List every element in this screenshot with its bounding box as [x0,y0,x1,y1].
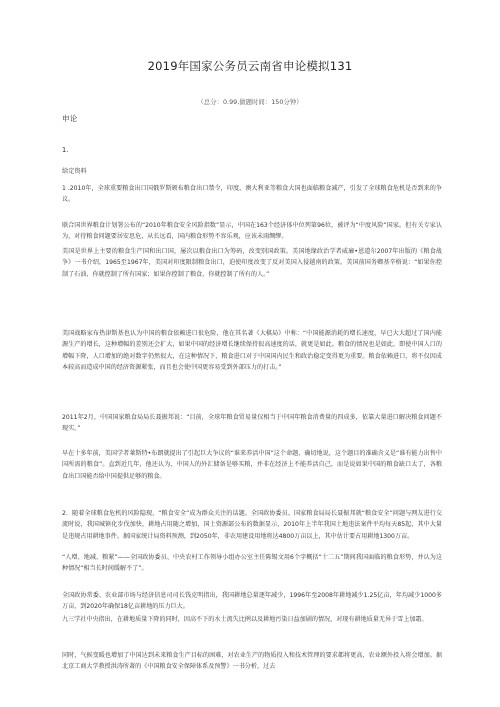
paragraph-10: 九三学社中央指出，在耕地质量下降的同时，因高不下的水土流失比例以及耕地污染日益加剧的情况，对现有耕地质量无异于雪上加霜。 [62,616,428,623]
question-number: 1. [62,146,69,154]
material-heading: 给定资料 [62,168,87,175]
paragraph-9: 全国政协常委、农业部市场与经济信息司司长钱克明指出，我国耕地总量逐年减少，1996年至2008年耕地减少1.25亿亩，年均减少1000多万亩，到2020年确保18亿亩耕地的压力巨大。 [62,592,442,611]
paragraph-1: 1 .2010年，全球重要粮食出口国俄罗斯颁布粮食出口禁令，印度、澳大利亚等粮食大国也面临粮食减产，引发了全球粮食危机是否到来的争议。 [62,185,442,204]
paragraph-6: 早在十多年前，美国学者莱斯特•布朗就提出了引起巨大争议的“谁来养活中国”这个命题，确切地说，这个题目的准确含义是“谁有能力出售中国所需的粮食”。直到近几年，他还认为，中国人的外汇储备是够买粮，并非在经济上不能养活自己，而是说如果中国的粮食缺口太了，各粮食出口国能否给中国提供足够的粮食。 [62,450,442,480]
paragraph-3: 美国是世界上主要的粮食生产国和出口国，屡次以粮食出口为筹码，改变别国政策。美国地缘政治学者威廉•恩道尔2007年出版的《粮食战争》一书介绍，1965至1967年，美国对印度限制粮食出口，迫使印度改变了反对美国入侵越南的政策。美国前国务卿基辛格说：“如果你控制了石油，你就控制了所有国家；如果你控制了粮食，你就控制了所有的人。” [62,248,442,278]
exam-meta: （总分：0.99,做题时间：150分钟） [197,98,303,106]
paragraph-5: 2011年2月，中国国家粮食局局长聂振邦说：“目前，全球年粮食贸易量仅相当于中国年粮食消费量的四成多，依靠大量进口解决粮食问题不现实。” [62,414,442,433]
paragraph-4: 美国战略家布热津斯基也认为中国的粮食依赖进口很危险，他在其名著《大棋局》中称：“中国能源消耗的增长速度，早已大大超过了国内能源生产的增长，这种增幅的差别还会扩大，如果中国的经济增长继续保持很高速度的话，就更是如此。粮食的情况也是如此，即使中国人口的增幅下降，人口增加的绝对数字仍然很大，在这种情况下，粮食进口对于中国国内民生和政治稳定变得更为重要。粮食依赖进口，将不仅因成本较高而造成中国的经济资源紧张，而且也会使中国更容易受到外部压力的打击。” [62,330,442,372]
paragraph-8: “人增、地减、粮紧”——全国政协委员、中央农村工作领导小组办公室主任陈锡文用6个字概括“十二五”期间我国面临的粮食形势，并认为这种情况“相当长时间缓解不了”。 [62,554,442,573]
document-title: 2019年国家公务员云南省申论模拟131 [147,59,353,73]
paragraph-2: 联合国世界粮食计划署公布的“2010年粮食安全风险指数”显示，中国在163个经济体中位列第96位，被评为“中度风险”国家。但有关专家认为，对待粮食问题要居安思危，从长远看，国内粮食形势不容乐观，应该未雨绸缪。 [62,222,442,241]
section-heading: 申论 [62,114,78,123]
paragraph-7: 2．随着全球粮食危机的风险隐现，“粮食安全”成为群众关注的话题。全国政协委员、国家粮食局局长聂振邦就“粮食安全”问题与网友进行交流时说，我国城镇化步伐加快，耕地占用随之增加，国土资源部公布的数据显示，2010年上半年我国土地违法案件平均每天85起，其中大量是违规占用耕地事件。据国家统计局资料预测，到2050年，非农用建设用地将达4800万亩以上，其中估计要占用耕地1300万亩。 [62,510,442,540]
paragraph-11: 同时，气候变暖也增加了中国达到未来粮食生产目标的困难，对农业生产的物质投入和技术管理的要求都将更高，农业额外投入将会增加。据北京工商大学教授洪涛所著的《中国粮食安全保障体系及预警》一书分析，过去 [62,652,442,671]
